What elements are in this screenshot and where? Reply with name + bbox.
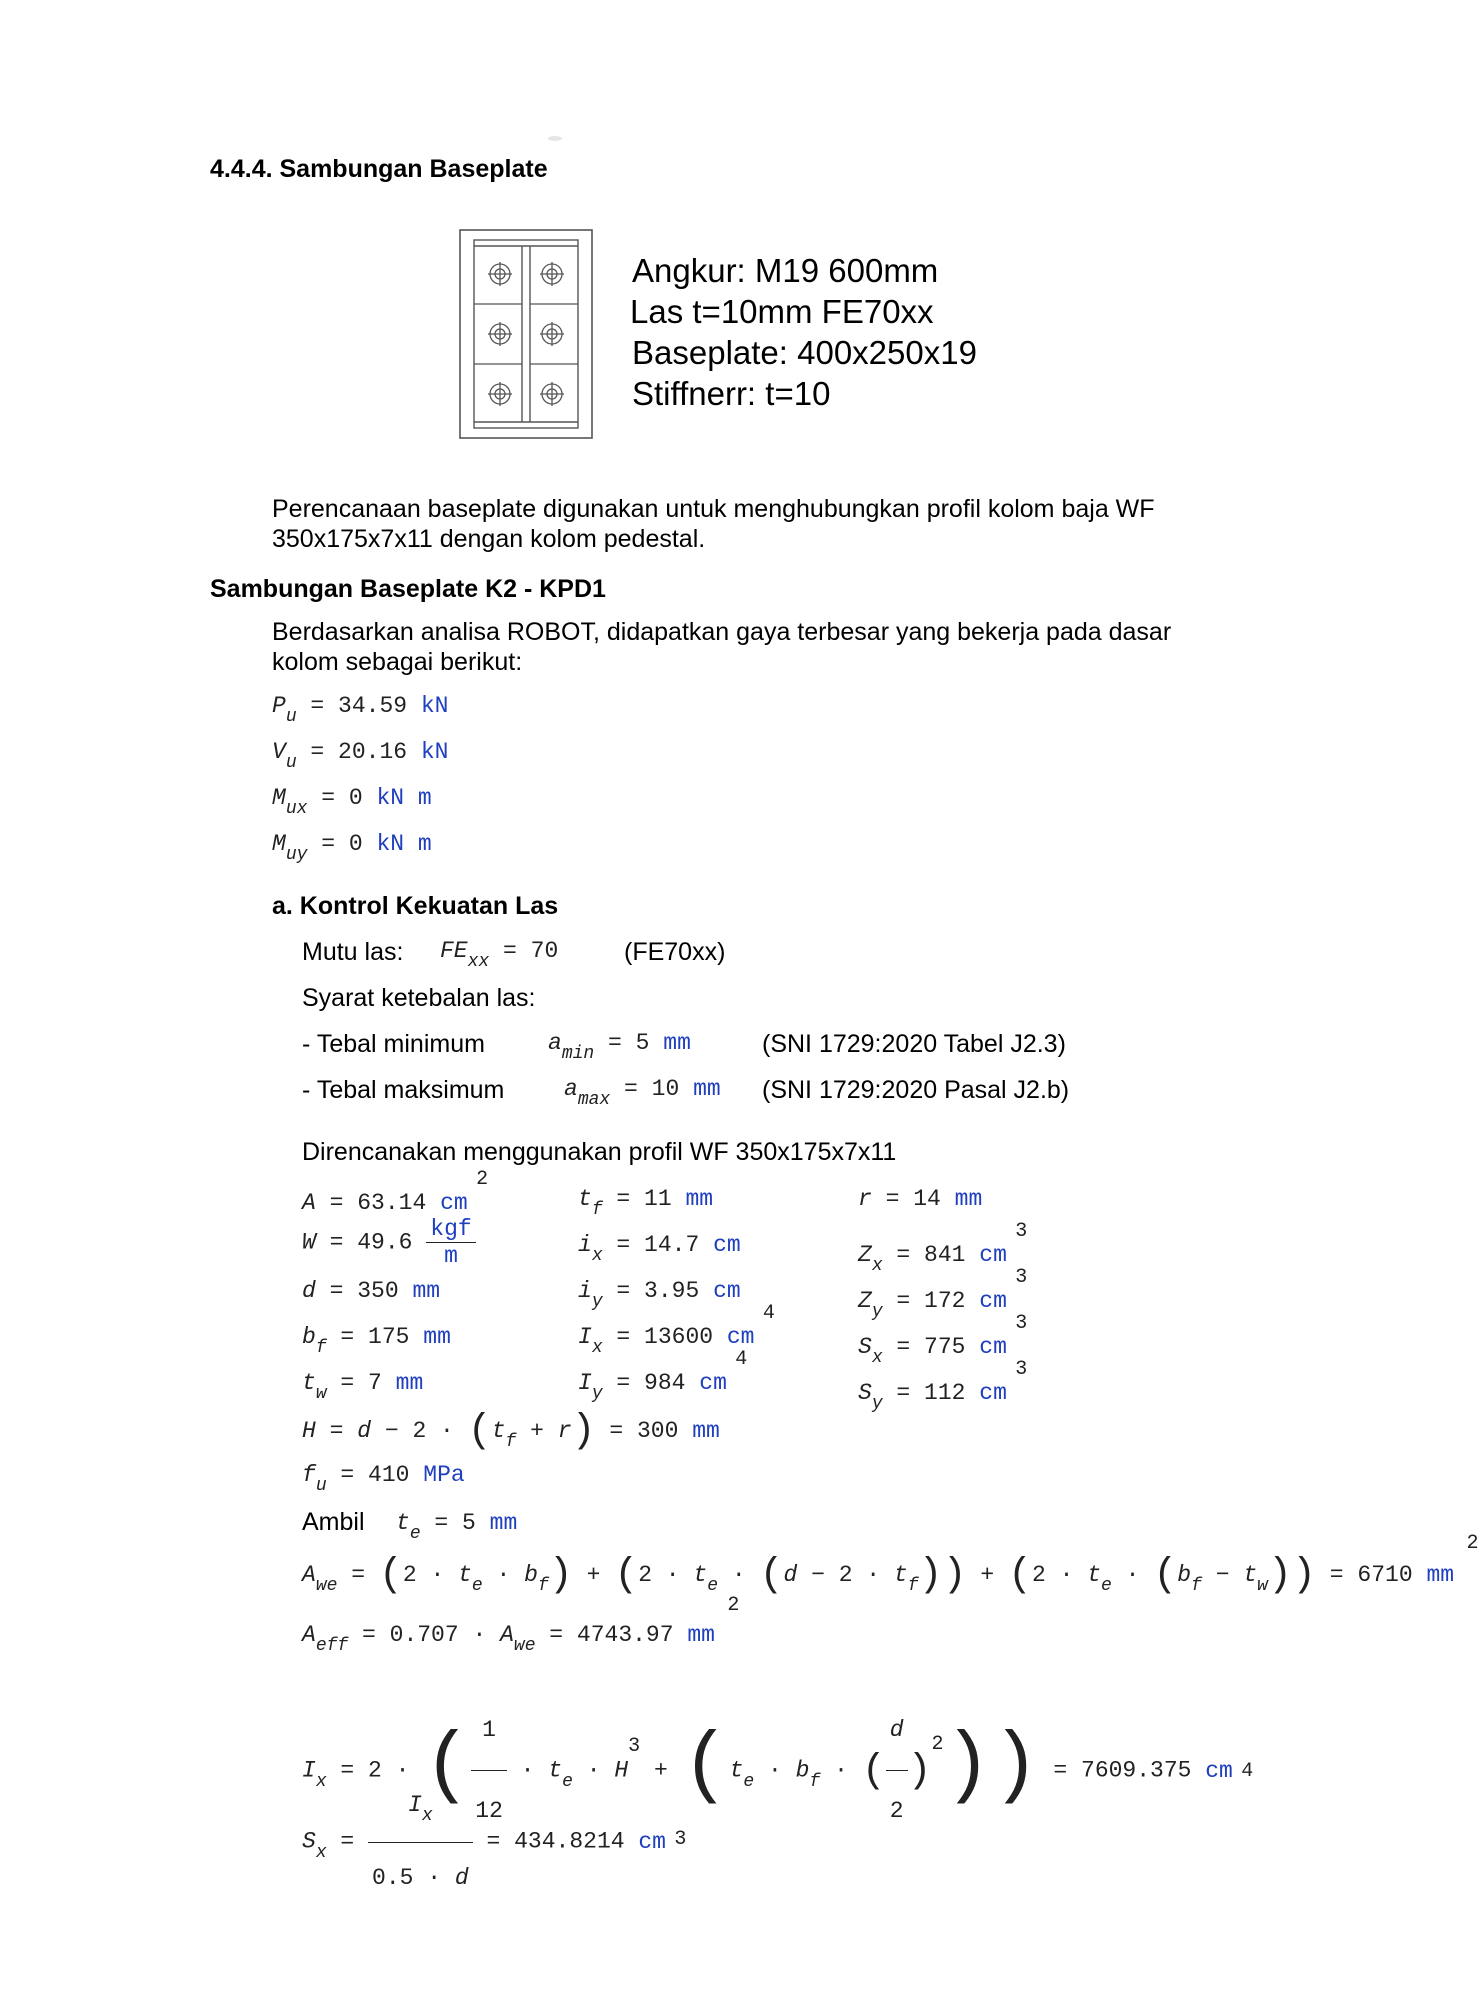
baseplate-drawing xyxy=(458,228,594,440)
anchor-bolt xyxy=(488,262,564,406)
te-expr: $t_e = 5$ mm xyxy=(396,1510,518,1544)
intro-line-1: Perencanaan baseplate digunakan untuk menghubungkan profil kolom baja WF xyxy=(272,495,1155,523)
syarat-label: Syarat ketebalan las: xyxy=(302,984,536,1012)
amin-expr: $a_{min} = 5$ mm xyxy=(548,1030,691,1064)
mutu-label: Mutu las: xyxy=(302,938,404,966)
ix-weld-formula: $I_x = 2$ · ( $\frac{1}{12}$ · $t_e \cdot H3 + (t_e \cdot b_f$ · ( $\frac{d}{2}$ )2)) = 7609.375 cm 4 xyxy=(302,1690,1233,1770)
fexx-expr: $FE_{xx} = 70$ xyxy=(440,938,559,972)
forces-line-1: Berdasarkan analisa ROBOT, didapatkan gaya terbesar yang bekerja pada dasar xyxy=(272,618,1172,646)
ambil-label: Ambil xyxy=(302,1508,365,1536)
prop-ix: $i_x = 14.7$ cm xyxy=(578,1232,741,1266)
prop-A: A = 63.14 cm 2 xyxy=(302,1168,489,1216)
prop-Iy: $I_y = 984$ cm 4 xyxy=(578,1348,748,1404)
min-ref: (SNI 1729:2020 Tabel J2.3) xyxy=(762,1030,1066,1058)
fu-formula: $f_u = 410$ MPa xyxy=(302,1462,465,1496)
prop-Sx: $S_x = 775$ cm 3 xyxy=(858,1312,1028,1368)
max-ref: (SNI 1729:2020 Pasal J2.b) xyxy=(762,1076,1070,1104)
profile-heading: Direncanakan menggunakan profil WF 350x175x7x11 xyxy=(302,1138,897,1166)
section-title: 4.4.4. Sambungan Baseplate xyxy=(210,155,548,183)
amax-expr: $a_{max} = 10$ mm xyxy=(564,1076,721,1110)
aeff-formula: $A_{eff} = 0.707 \cdot A_{we} = 4743.97$ mm 2 xyxy=(302,1594,740,1656)
intro-line-2: 350x175x7x11 dengan kolom pedestal. xyxy=(272,525,706,553)
fexx-note: (FE70xx) xyxy=(624,938,726,966)
weld-heading: a. Kontrol Kekuatan Las xyxy=(272,892,559,920)
prop-iy: $i_y = 3.95$ cm xyxy=(578,1278,741,1312)
prop-Sy: $S_y = 112$ cm 3 xyxy=(858,1358,1028,1414)
figure-line-3: Baseplate: 400x250x19 xyxy=(632,334,977,371)
prop-Ix: $I_x = 13600$ cm 4 xyxy=(578,1302,775,1358)
awe-formula: $A_{we} = (2 \cdot t_e \cdot b_f) + (2 \cdot t_e \cdot (d - 2 \cdot t_f)) + (2 \cdot t_e \cdot (b_f - t_w)) = 6710$ mm 2 xyxy=(302,1532,1478,1598)
prop-bf: $b_f = 175$ mm xyxy=(302,1324,451,1358)
prop-d: d = 350 mm xyxy=(302,1278,441,1304)
figure-line-4: Stiffnerr: t=10 xyxy=(632,375,831,412)
figure-line-1: Angkur: M19 600mm xyxy=(632,252,939,289)
subheading: Sambungan Baseplate K2 - KPD1 xyxy=(210,575,606,603)
prop-r: r = 14 mm xyxy=(858,1186,983,1212)
force-muy: $M_{uy} = 0$ kN m xyxy=(272,831,432,865)
prop-W: W = 49.6 $\frac{\text{kgf}}{m}$ xyxy=(302,1216,476,1269)
force-vu: $V_u = 20.16$ kN xyxy=(272,739,449,773)
force-mux: $M_{ux} = 0$ kN m xyxy=(272,785,432,819)
prop-tw: $t_w = 7$ mm xyxy=(302,1370,424,1404)
prop-Zx: $Z_x = 841$ cm 3 xyxy=(858,1220,1028,1276)
force-pu: $P_u = 34.59$ kN xyxy=(272,693,449,727)
figure-info xyxy=(632,250,977,414)
min-label: - Tebal minimum xyxy=(302,1030,485,1058)
forces-line-2: kolom sebagai berikut: xyxy=(272,648,523,676)
sx-weld-formula: $S_x$ = $\frac{I_x}{0.5 \cdot d}$ = 434.8214 cm 3 xyxy=(302,1770,666,1840)
max-label: - Tebal maksimum xyxy=(302,1076,505,1104)
prop-Zy: $Z_y = 172$ cm 3 xyxy=(858,1266,1028,1322)
prop-tf: $t_f = 11$ mm xyxy=(578,1186,714,1220)
scan-mark xyxy=(548,136,562,141)
figure-line-2: Las t=10mm FE70xx xyxy=(630,293,934,330)
h-formula: $H = d - 2 \cdot (t_f + r) = 300$ mm xyxy=(302,1409,720,1454)
